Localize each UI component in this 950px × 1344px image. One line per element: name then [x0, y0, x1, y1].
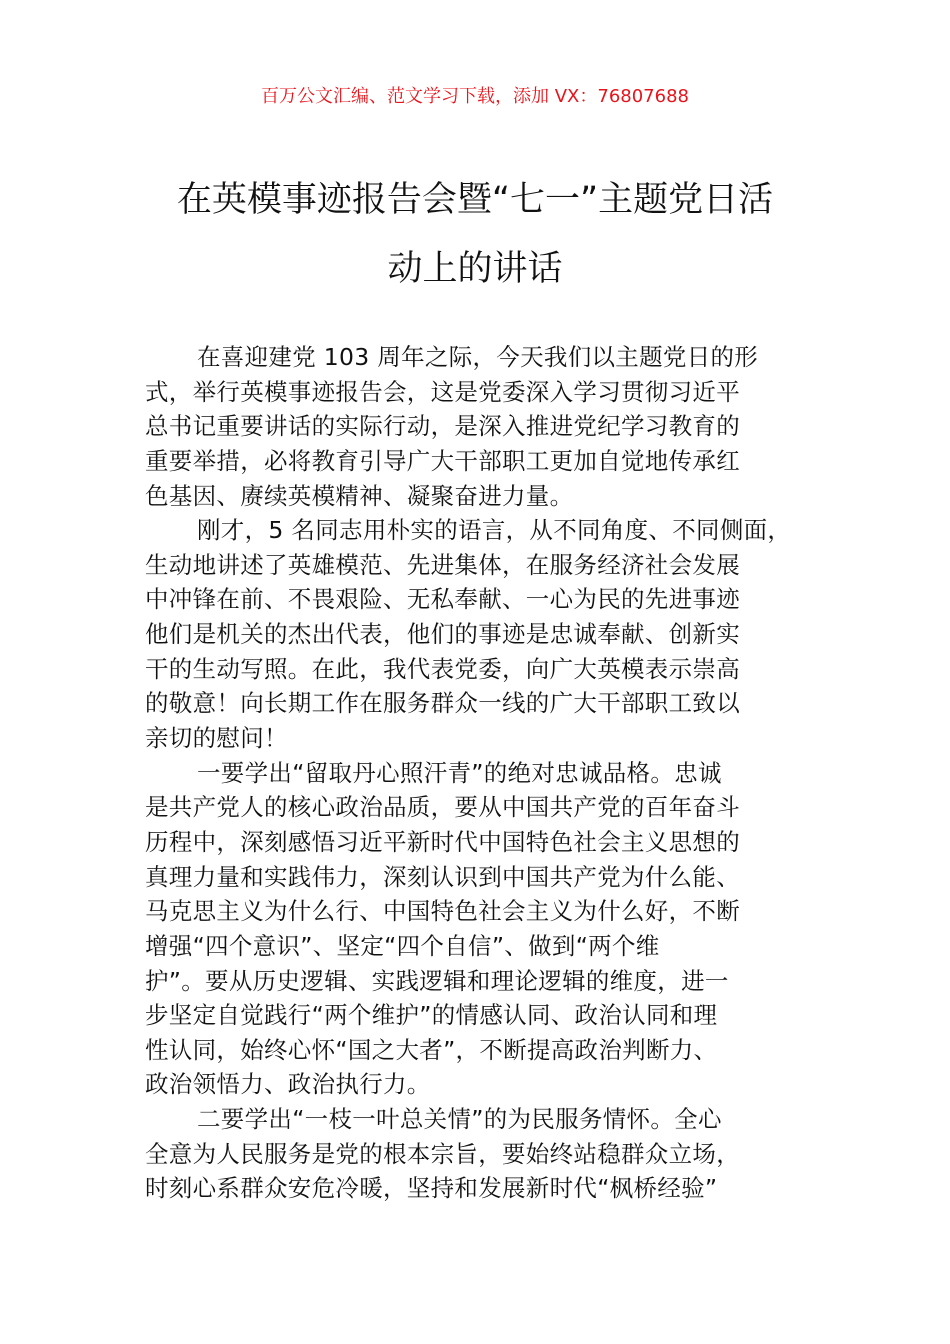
- text-line: 亲切的慰问！: [145, 724, 288, 753]
- text-line: 生动地讲述了英雄模范、先进集体，在服务经济社会发展: [145, 550, 740, 579]
- text-line: 一要学出“留取丹心照汗青”的绝对忠诚品格。忠诚: [197, 758, 722, 787]
- text-line: 的敬意！向长期工作在服务群众一线的广大干部职工致以: [145, 689, 740, 718]
- text-line: 政治领悟力、政治执行力。: [145, 1070, 431, 1099]
- text-line: 时刻心系群众安危冷暖，坚持和发展新时代“枫桥经验”: [145, 1174, 718, 1203]
- paragraph: [145, 1102, 845, 1206]
- text-line: 是共产党人的核心政治品质，要从中国共产党的百年奋斗: [145, 793, 740, 822]
- text-line: 重要举措，必将教育引导广大干部职工更加自觉地传承红: [145, 446, 740, 475]
- paragraph: [145, 340, 845, 513]
- text-line: 总书记重要讲话的实际行动，是深入推进党纪学习教育的: [145, 412, 740, 441]
- text-line: 全意为人民服务是党的根本宗旨，要始终站稳群众立场，: [145, 1139, 740, 1168]
- text-line: 色基因、赓续英模精神、凝聚奋进力量。: [145, 481, 574, 510]
- text-line: 刚才，5 名同志用朴实的语言，从不同角度、不同侧面，: [197, 516, 792, 545]
- watermark-header: 百万公文汇编、范文学习下载，添加 VX：76807688: [261, 86, 689, 107]
- text-line: 式，举行英模事迹报告会，这是党委深入学习贯彻习近平: [145, 377, 740, 406]
- text-line: 步坚定自觉践行“两个维护”的情感认同、政治认同和理: [145, 1001, 718, 1030]
- text-line: 他们是机关的杰出代表，他们的事迹是忠诚奉献、创新实: [145, 620, 740, 649]
- document-title-line-1: 在英模事迹报告会暨“七一”主题党日活: [176, 180, 774, 220]
- text-line: 护”。要从历史逻辑、实践逻辑和理论逻辑的维度，进一: [145, 966, 729, 995]
- paragraph: [145, 756, 845, 1102]
- text-line: 性认同，始终心怀“国之大者”，不断提高政治判断力、: [145, 1035, 718, 1064]
- document-title-line-2: 动上的讲话: [387, 249, 563, 289]
- document-body: [145, 340, 845, 1206]
- paragraph: [145, 513, 845, 755]
- text-line: 马克思主义为什么行、中国特色社会主义为什么好，不断: [145, 897, 740, 926]
- text-line: 在喜迎建党 103 周年之际，今天我们以主题党日的形: [197, 343, 759, 371]
- text-line: 增强“四个意识”、坚定“四个自信”、做到“两个维: [145, 931, 660, 960]
- text-line: 中冲锋在前、不畏艰险、无私奉献、一心为民的先进事迹: [145, 585, 740, 614]
- text-line: 历程中，深刻感悟习近平新时代中国特色社会主义思想的: [145, 827, 740, 856]
- text-line: 干的生动写照。在此，我代表党委，向广大英模表示崇高: [145, 654, 740, 683]
- text-line: 二要学出“一枝一叶总关情”的为民服务情怀。全心: [197, 1105, 722, 1134]
- text-line: 真理力量和实践伟力，深刻认识到中国共产党为什么能、: [145, 862, 740, 891]
